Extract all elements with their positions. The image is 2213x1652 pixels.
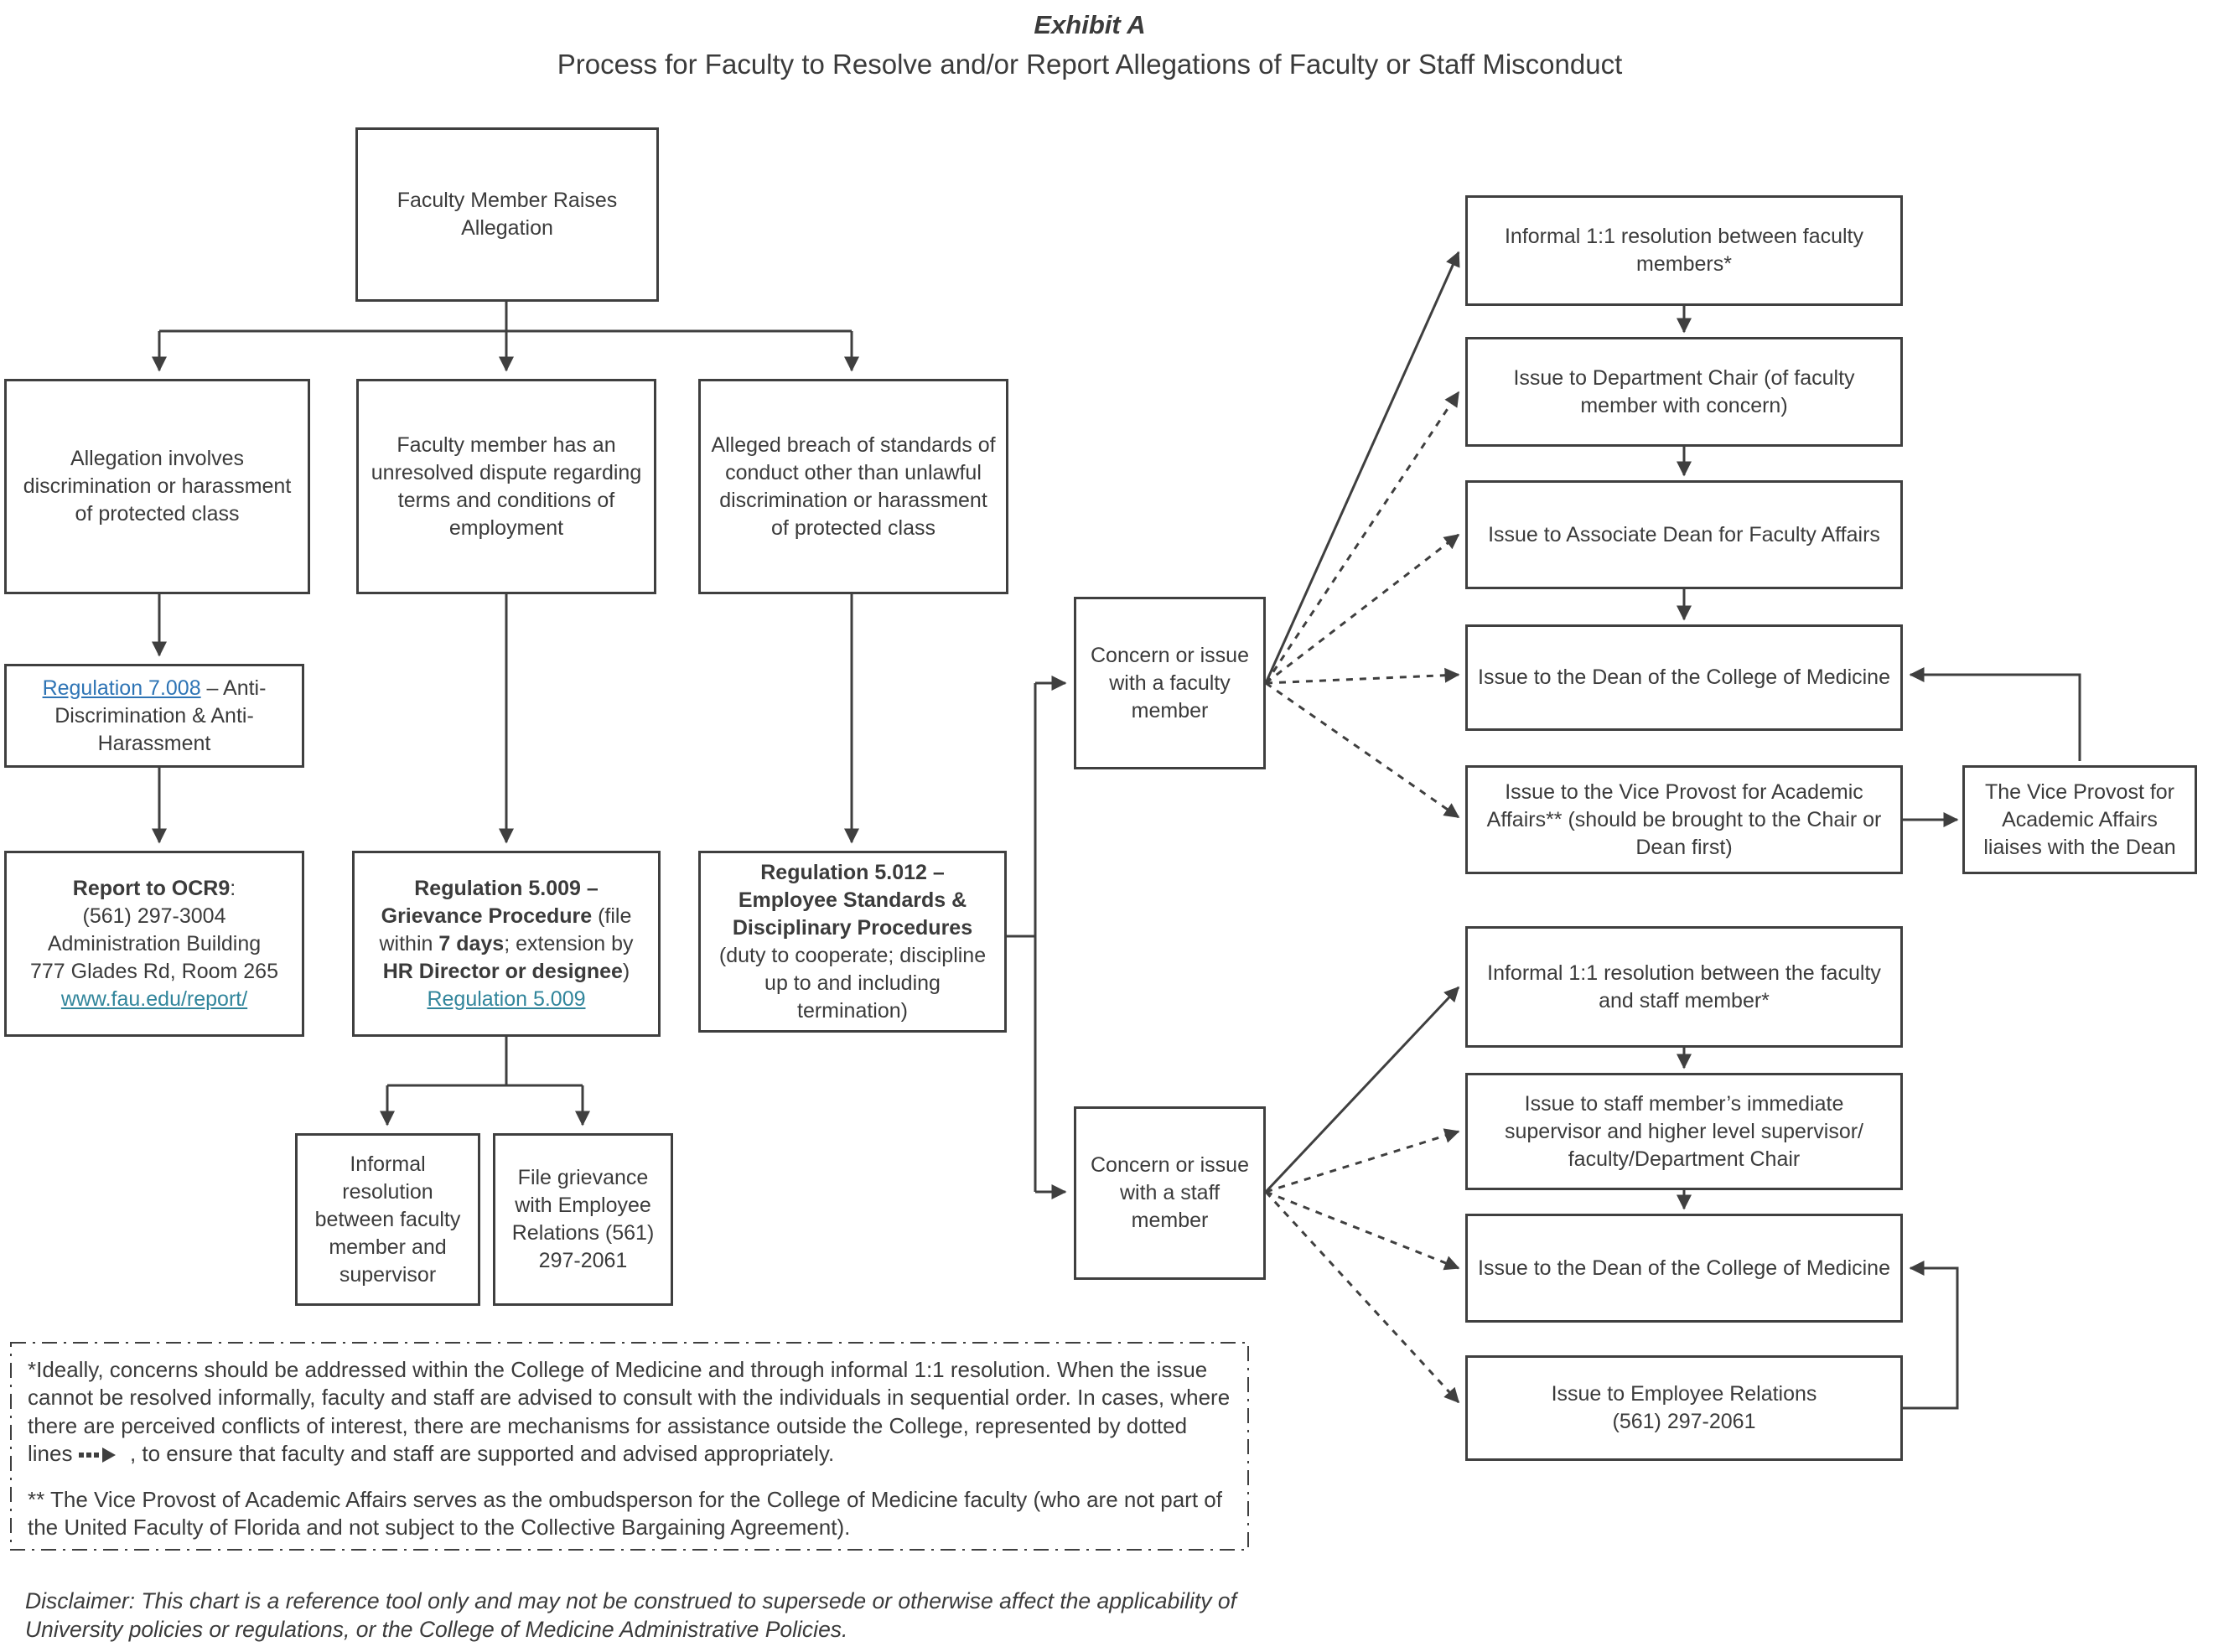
node-issue-associate-dean — [1465, 480, 1903, 589]
node-text: – Anti-Discrimination & Anti-Harassment — [54, 676, 267, 755]
node-label: Issue to the Dean of the College of Medicine — [1478, 665, 1890, 689]
node-label: Concern or issue with a faculty member — [1091, 643, 1249, 722]
node-unresolved-dispute — [356, 379, 656, 594]
node-issue-employee-relations — [1465, 1355, 1903, 1461]
node-label — [17, 675, 292, 758]
node-label: Informal 1:1 resolution between faculty members* — [1504, 225, 1863, 276]
node-regulation-5009 — [352, 851, 661, 1037]
node-label: Informal 1:1 resolution between the faculty and staff member* — [1487, 961, 1881, 1012]
node-concern-staff-member — [1074, 1106, 1266, 1280]
node-file-grievance — [493, 1133, 673, 1306]
footnote-box — [11, 1343, 1248, 1550]
node-vice-provost-liaises — [1962, 765, 2197, 874]
node-label: The Vice Provost for Academic Affairs liaises with the Dean — [1983, 779, 2176, 859]
node-label: Concern or issue with a staff member — [1091, 1153, 1249, 1232]
node-label: Issue to Department Chair (of faculty member with concern) — [1513, 365, 1855, 417]
node-breach-of-standards — [698, 379, 1008, 594]
node-label: File grievance with Employee Relations (561) 297-2061 — [511, 1166, 655, 1272]
fau-report-link[interactable]: www.fau.edu/report/ — [60, 987, 248, 1011]
ocr9-link-line — [61, 986, 247, 1013]
node-label: Allegation involves discrimination or harassment of protected class — [23, 447, 292, 526]
node-allegation-discrimination — [4, 379, 310, 594]
node-issue-department-chair — [1465, 337, 1903, 447]
node-regulation-5012 — [698, 851, 1007, 1033]
node-label: Informal resolution between faculty member and supervisor — [314, 1152, 461, 1287]
node-label: Issue to the Dean of the College of Medicine — [1478, 1256, 1890, 1280]
node-label: Issue to the Vice Provost for Academic Affairs** (should be brought to the Chair or Dean first) — [1486, 779, 1882, 859]
node-issue-dean-staff — [1465, 1214, 1903, 1323]
page-subtitle: Process for Faculty to Resolve and/or Report Allegations of Faculty or Staff Misconduct — [557, 49, 1623, 80]
node-informal-11-faculty — [1465, 195, 1903, 306]
node-label: Regulation 5.012 – Employee Standards & Disciplinary Procedures (duty to cooperate; discipline up to and including termination) — [718, 860, 987, 1023]
node-informal-11-staff — [1465, 926, 1903, 1048]
node-label: Alleged breach of standards of conduct other than unlawful discrimination or harassment of protected class — [711, 432, 996, 540]
regulation-5009-link[interactable]: Regulation 5.009 — [427, 987, 586, 1011]
node-label: Issue to staff member’s immediate supervisor and higher level supervisor/ faculty/Department Chair — [1505, 1091, 1863, 1171]
ocr9-building: Administration Building — [47, 931, 262, 955]
node-issue-staff-supervisor — [1465, 1073, 1903, 1190]
node-informal-resolution-supervisor — [295, 1133, 480, 1306]
ocr9-address: 777 Glades Rd, Room 265 — [29, 959, 278, 983]
node-label: Regulation 5.009 – Grievance Procedure (file within 7 days; extension by HR Director or designee) — [379, 876, 634, 983]
regulation-5009-link-line — [427, 986, 585, 1013]
node-phone: (561) 297-2061 — [1612, 1410, 1756, 1433]
node-faculty-raises-allegation — [355, 127, 659, 302]
node-label: Issue to Associate Dean for Faculty Affairs — [1488, 522, 1880, 546]
ocr9-heading: Report to OCR9: — [72, 876, 236, 900]
node-issue-vice-provost — [1465, 765, 1903, 874]
node-regulation-7008 — [4, 664, 304, 768]
node-report-to-ocr9 — [4, 851, 304, 1037]
node-label: Faculty Member Raises Allegation — [396, 189, 618, 240]
node-issue-dean-faculty — [1465, 624, 1903, 731]
node-concern-faculty-member — [1074, 597, 1266, 769]
disclaimer: Disclaimer: This chart is a reference tool only and may not be construed to supersede or otherwise affect the applicability of University policies or regulations, or the College of Medicine Administrative Policies. — [25, 1588, 1236, 1643]
node-label: Faculty member has an unresolved dispute regarding terms and conditions of employment — [371, 432, 642, 540]
ocr9-phone: (561) 297-3004 — [82, 904, 226, 928]
dotted-arrow-icon — [79, 1447, 117, 1463]
node-label: Issue to Employee Relations — [1551, 1382, 1817, 1406]
regulation-7008-link[interactable]: Regulation 7.008 — [42, 676, 201, 700]
page-title: Exhibit A — [1034, 10, 1146, 39]
footnote-1: *Ideally, concerns should be addressed within the College of Medicine and through informal 1:1 resolution. When the issue cannot be resolved informally, faculty and staff are advised to consult with the individuals in sequential order. In cases, where there are perceived conflicts of interest, there are mechanisms for assistance outside the College, represented by dotted lines , to ensure that faculty and staff are supported and advised appropriately. — [28, 1357, 1231, 1466]
footnote-2: ** The Vice Provost of Academic Affairs serves as the ombudsperson for the College of Medicine faculty (who are not part of the United Faculty of Florida and not subject to the Collective Bargaining Agreement). — [28, 1487, 1222, 1541]
